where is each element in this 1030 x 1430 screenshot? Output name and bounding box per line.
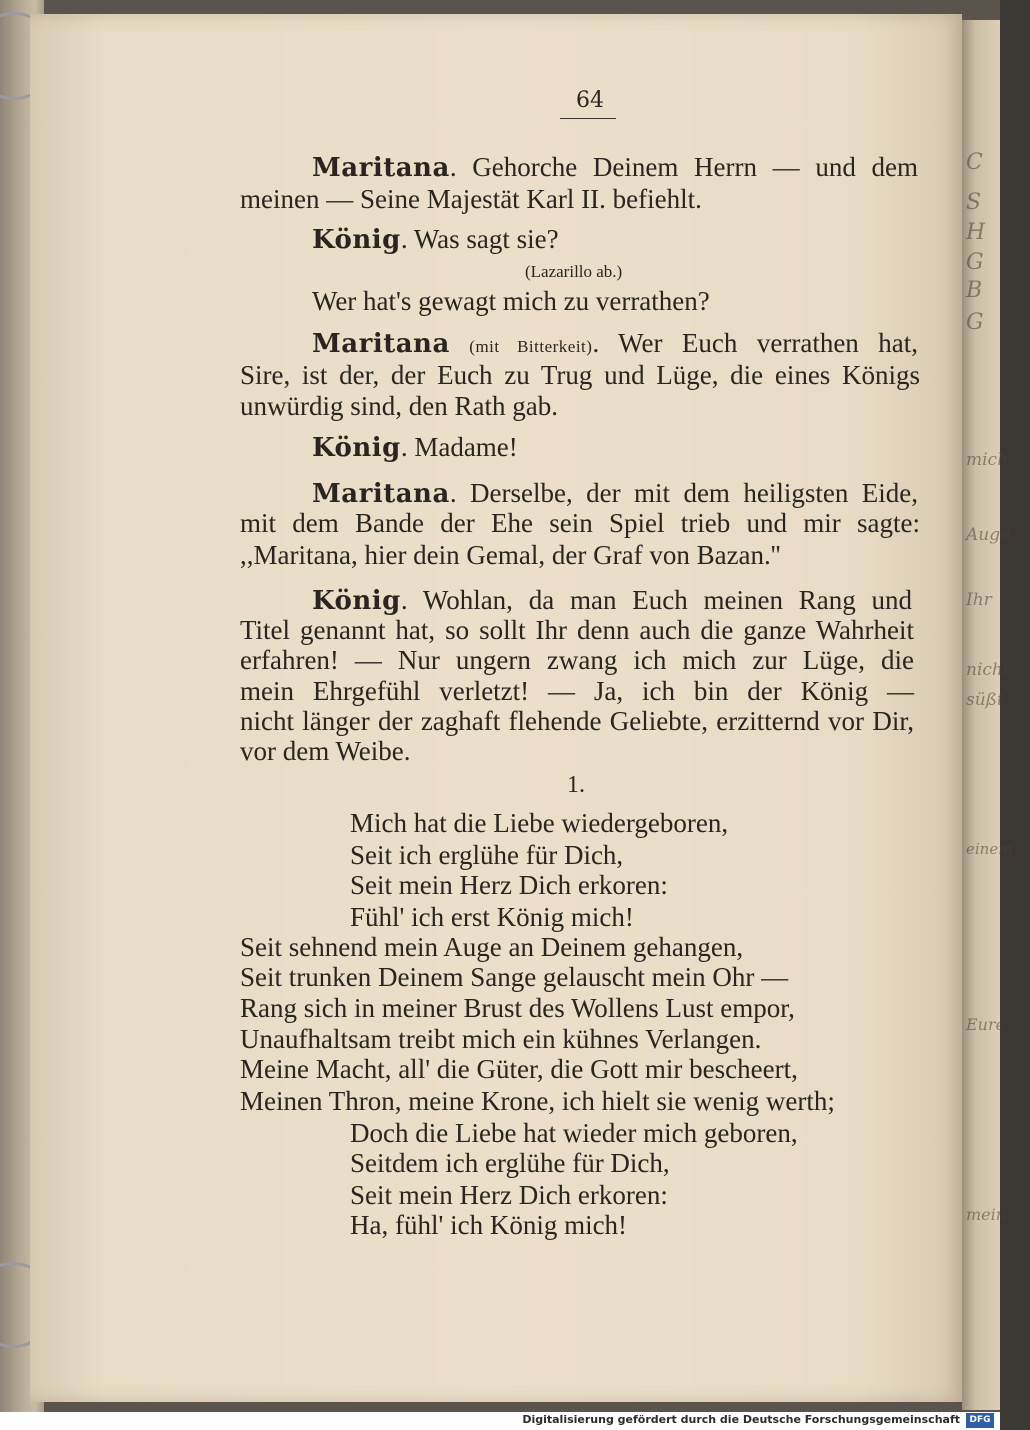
verse-line: Meine Macht, all' die Güter, die Gott mir bescheert, [240, 1054, 798, 1084]
verse-line: Fühl' ich erst König mich! [350, 902, 634, 932]
text-line: König. Madame! [312, 432, 518, 463]
verse-line: Unaufhaltsam treibt mich ein kühnes Verlangen. [240, 1024, 762, 1054]
verse-line: Seit mein Herz Dich erkoren: [350, 870, 668, 900]
right-glyph: G [966, 250, 984, 275]
verse-line: Mich hat die Liebe wiedergeboren, [350, 808, 729, 838]
right-glyph: S [966, 190, 982, 215]
right-glyph: H [966, 220, 986, 245]
right-glyph: mein [966, 1205, 1007, 1224]
verse-line: Seit ich erglühe für Dich, [350, 840, 624, 870]
text-line: nicht länger der zaghaft flehende Geliebte, erzitternd vor Dir, [240, 706, 914, 736]
right-glyph: süßt [966, 690, 1004, 710]
text-line: mein Ehrgefühl verletzt! — Ja, ich bin der König — [240, 676, 914, 706]
right-glyph: nicht [966, 660, 1010, 680]
right-glyph: G [966, 310, 984, 335]
right-glyph: C [966, 150, 983, 175]
text-line: Sire, ist der, der Euch zu Trug und Lüge, die eines Königs [240, 360, 920, 390]
text-line: Wer hat's gewagt mich zu verrathen? [312, 286, 710, 316]
footer-bar [0, 1412, 1000, 1430]
right-glyph: Eure [966, 1015, 1006, 1034]
page-number: 64 [576, 88, 604, 113]
text-line: Maritana. Derselbe, der mit dem heiligsten Eide, [312, 478, 918, 509]
right-glyph: einem [966, 840, 1013, 858]
verse-line: Seit sehnend mein Auge an Deinem gehangen, [240, 932, 744, 962]
verse-number: 1. [567, 772, 585, 798]
text-line: erfahren! — Nur ungern zwang ich mich zur Lüge, die [240, 645, 914, 675]
text-line: ,,Maritana, hier dein Gemal, der Graf von Bazan.'' [240, 540, 781, 570]
text-line: König. Was sagt sie? [312, 224, 559, 255]
text-line: Maritana. Gehorche Deinem Herrn — und dem [312, 152, 918, 183]
verse-line: Rang sich in meiner Brust des Wollens Lust empor, [240, 993, 795, 1023]
text-line: Maritana (mit Bitterkeit). Wer Euch verrathen hat, [312, 328, 919, 359]
right-glyph: Ihr [966, 590, 992, 610]
verse-line: Doch die Liebe hat wieder mich geboren, [350, 1118, 798, 1148]
right-glyph: mich [966, 450, 1009, 470]
text-line: vor dem Weibe. [240, 736, 411, 766]
verse-line: Meinen Thron, meine Krone, ich hielt sie wenig werth; [240, 1086, 835, 1116]
verse-line: Seit trunken Deinem Sange gelauscht mein Ohr — [240, 962, 789, 992]
dfg-logo[interactable]: DFG [966, 1413, 994, 1428]
text-line: unwürdig sind, den Rath gab. [240, 391, 558, 421]
page-number-rule [560, 118, 616, 119]
text-line: König. Wohlan, da man Euch meinen Rang und [312, 585, 912, 616]
text-line: meinen — Seine Majestät Karl II. befiehlt. [240, 184, 702, 214]
text-line: mit dem Bande der Ehe sein Spiel trieb und mir sagte: [240, 508, 920, 538]
verse-line: Seit mein Herz Dich erkoren: [350, 1180, 668, 1210]
stage-direction: (Lazarillo ab.) [525, 262, 623, 281]
verse-line: Seitdem ich erglühe für Dich, [350, 1148, 670, 1178]
verse-line: Ha, fühl' ich König mich! [350, 1210, 628, 1240]
right-glyph: Auge [966, 525, 1011, 545]
right-glyph: B [966, 278, 983, 303]
footer-credit: Digitalisierung gefördert durch die Deutsche Forschungsgemeinschaft [522, 1413, 960, 1426]
text-line: Titel genannt hat, so sollt Ihr denn auch die ganze Wahrheit [240, 615, 914, 645]
